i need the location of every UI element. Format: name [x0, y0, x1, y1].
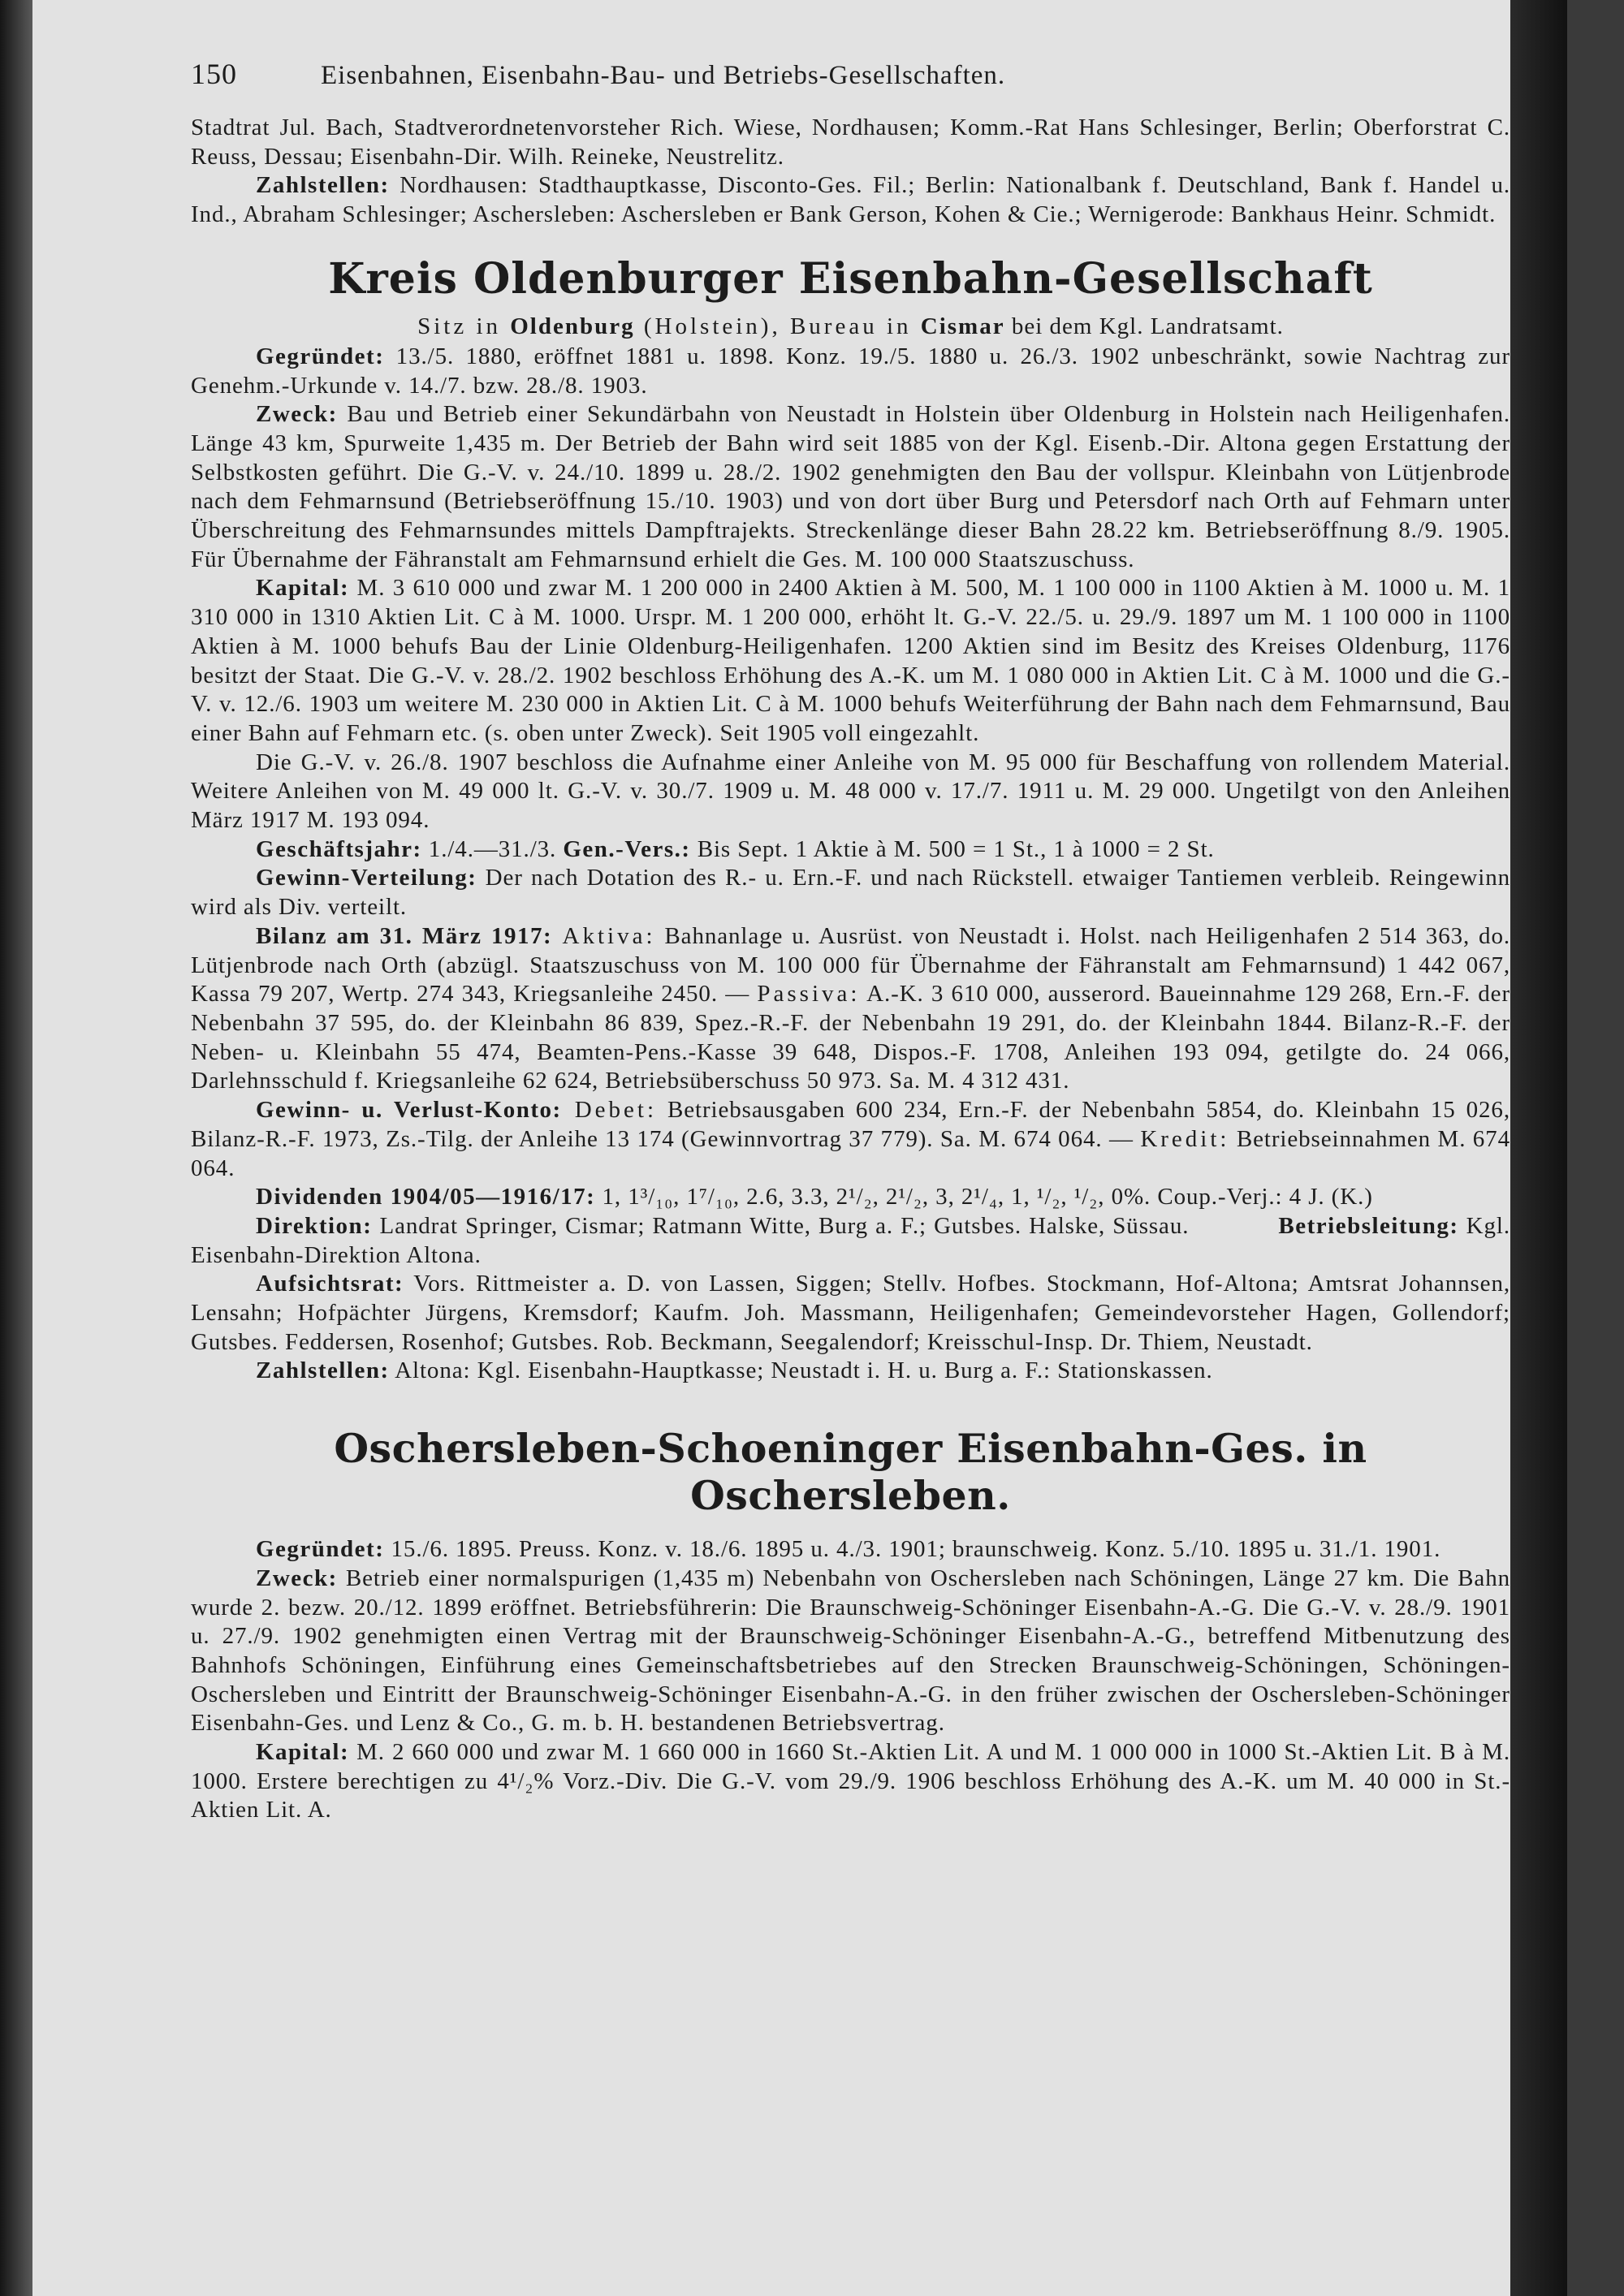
section2-kapital: Kapital: M. 2 660 000 und zwar M. 1 660 000 in 1660 St.-Aktien Lit. A und M. 1 000 000 in 1000 St.-Aktien Lit. B à M. 1000. Erstere berechtigen zu 4¹/₂% Vorz.-Div. Die G.-V. vom 29./9. 1906 beschloss Erhöhung des A.-K. um M. 40 000 in St.-Aktien Lit. A.: [191, 1739, 1510, 1823]
section-heading-kreis-oldenburger: Kreis Oldenburger Eisenbahn-Gesellschaft: [328, 253, 1373, 304]
section2-gegruendet: Gegründet: 15./6. 1895. Preuss. Konz. v. 18./6. 1895 u. 4./3. 1901; braunschweig. Konz. 5./10. 1895 u. 31./1. 1901.: [256, 1536, 1441, 1563]
section1-sitz: Sitz in Oldenburg (Holstein), Bureau in Cismar bei dem Kgl. Landratsamt.: [417, 313, 1284, 339]
section-heading-oschersleben-schoeninger: Oschersleben-Schoeninger Eisenbahn-Ges. in Oschersleben.: [334, 1425, 1367, 1520]
section1-anleihe: Die G.-V. v. 26./8. 1907 beschloss die Aufnahme einer Anleihe von M. 95 000 für Beschaffung von rollendem Material. Weitere Anleihen von M. 49 000 lt. G.-V. v. 30./7. 1909 u. M. 48 000 v. 17./7. 1911 u. M. 29 000. Ungetilgt von den Anleihen März 1917 M. 193 094.: [191, 749, 1510, 834]
running-head: [191, 57, 1510, 89]
section1-kapital: Kapital: M. 3 610 000 und zwar M. 1 200 000 in 2400 Aktien à M. 500, M. 1 100 000 in 1100 Aktien à M. 1000 u. M. 1 310 000 in 1310 Aktien Lit. C à M. 1000. Urspr. M. 1 200 000, erhöht lt. G.-V. 22./5. u. 29./9. 1897 um M. 1 100 000 in 1100 Aktien à M. 1000 behufs Bau der Linie Oldenburg-Heiligenhafen. 1200 Aktien sind im Besitz des Kreises Oldenburg, 1176 besitzt der Staat. Die G.-V. v. 28./2. 1902 beschloss Erhöhung des A.-K. um M. 1 080 000 in Aktien Lit. C à M. 1000 und die G.-V. v. 12./6. 1903 um weitere M. 230 000 in Aktien Lit. C à M. 1000 behufs Weiterführung der Bahn nach dem Fehmarnsund, Bau einer Bahn auf Fehmarn etc. (s. oben unter Zweck). Seit 1905 voll eingezahlt.: [191, 575, 1510, 746]
section1-zweck: Zweck: Bau und Betrieb einer Sekundärbahn von Neustadt in Holstein über Oldenburg in Holstein nach Heiligenhafen. Länge 43 km, Spurweite 1,435 m. Der Betrieb der Bahn wird seit 1885 von der Kgl. Eisenb.-Dir. Altona gegen Erstattung der Selbstkosten geführt. Die G.-V. v. 24./10. 1899 u. 28./2. 1902 genehmigten den Bau der vollspur. Kleinbahn von Lütjenbrode nach dem Fehmarnsund (Betriebseröffnung 15./10. 1903) und von dort über Burg und Petersdorf nach Orth auf Fehmarn unter Überschreitung des Fehmarnsundes mittels Dampftrajekts. Streckenlänge dieser Bahn 28.22 km. Betriebseröffnung 8./9. 1905. Für Übernahme der Fähranstalt am Fehmarnsund erhielt die Ges. M. 100 000 Staatszuschuss.: [191, 401, 1510, 572]
section1-bilanz: Bilanz am 31. März 1917: Aktiva: Bahnanlage u. Ausrüst. von Neustadt i. Holst. nach Heiligenhafen 2 514 363, do. Lütjenbrode nach Orth (abzügl. Staatszuschuss von M. 100 000 für Übernahme der Fähranstalt am Fehmarnsund) 1 442 067, Kassa 79 207, Wertp. 274 343, Kriegsanleihe 2450. — Passiva: A.-K. 3 610 000, ausserord. Baueinnahme 129 268, Ern.-F. der Nebenbahn 37 595, do. der Kleinbahn 86 839, Spez.-R.-F. der Nebenbahn 19 291, do. der Kleinbahn 1844. Bilanz-R.-F. der Neben- u. Kleinbahn 55 474, Beamten-Pens.-Kasse 39 648, Dispos.-F. 1708, Anleihen 193 094, getilgte do. 24 066, Darlehnsschuld f. Kriegsanleihe 62 624, Betriebsüberschuss 50 973. Sa. M. 4 312 431.: [191, 922, 1511, 1094]
section1-aufsichtsrat: Aufsichtsrat: Vors. Rittmeister a. D. von Lassen, Siggen; Stellv. Hofbes. Stockmann, Hof-Altona; Amtsrat Johannsen, Lensahn; Hofpächter Jürgens, Kremsdorf; Kaufm. Joh. Massmann, Heiligenhafen; Gemeindevorsteher Hagen, Gollendorf; Gutsbes. Feddersen, Rosenhof; Gutsbes. Rob. Beckmann, Seegalendorf; Kreisschul-Insp. Dr. Thiem, Neustadt.: [191, 1271, 1510, 1355]
page-number: 150: [191, 58, 237, 90]
section1-gewinn-verteilung: Gewinn-Verteilung: Der nach Dotation des R.- u. Ern.-F. und nach Rückstell. etwaiger Tantiemen verbleib. Reingewinn wird als Div. verteilt.: [191, 865, 1510, 921]
section1-geschaeftsjahr: Geschäftsjahr: 1./4.—31./3. Gen.-Vers.: Bis Sept. 1 Aktie à M. 500 = 1 St., 1 à 1000 = 2 St.: [256, 835, 1215, 862]
section1-gewinn-verlust-konto: Gewinn- u. Verlust-Konto: Debet: Betriebsausgaben 600 234, Ern.-F. der Nebenbahn 5854, do. Kleinbahn 15 026, Bilanz-R.-F. 1973, Zs.-Tilg. der Anleihe 13 174 (Gewinnvortrag 37 779). Sa. M. 674 064. — Kredit: Betriebseinnahmen M. 674 064.: [191, 1097, 1510, 1181]
running-title: Eisenbahnen, Eisenbahn-Bau- und Betriebs-Gesellschaften.: [321, 61, 1006, 90]
section1-dividenden: Dividenden 1904/05—1916/17: 1, 1³/₁₀, 1⁷/₁₀, 2.6, 3.3, 2¹/₂, 2¹/₂, 3, 2¹/₄, 1, ¹/₂, ¹/₂, 0%. Coup.-Verj.: 4 J. (K.): [256, 1184, 1373, 1211]
page-edge-shadow: [1510, 0, 1567, 2296]
previous-entry-zahlstellen: Zahlstellen: Nordhausen: Stadthauptkasse, Disconto-Ges. Fil.; Berlin: Nationalbank f. Deutschland, Bank f. Handel u. Ind., Abraham Schlesinger; Aschersleben: Aschersleben er Bank Gerson, Kohen & Cie.; Wernigerode: Bankhaus Heinr. Schmidt.: [191, 172, 1510, 228]
section1-direktion: Direktion: Landrat Springer, Cismar; Ratmann Witte, Burg a. F.; Gutsbes. Halske, Süssau. Betriebsleitung: Kgl. Eisenbahn-Direktion Altona.: [191, 1212, 1510, 1268]
section1-gegruendet: Gegründet: 13./5. 1880, eröffnet 1881 u. 1898. Konz. 19./5. 1880 u. 26./3. 1902 unbeschränkt, sowie Nachtrag zur Genehm.-Urkunde v. 14./7. bzw. 28./8. 1903.: [191, 343, 1510, 399]
document-page: [32, 0, 1567, 2296]
section1-zahlstellen: Zahlstellen: Altona: Kgl. Eisenbahn-Hauptkasse; Neustadt i. H. u. Burg a. F.: Stationskassen.: [256, 1357, 1213, 1384]
book-spine-shadow: [0, 0, 32, 2296]
section2-zweck: Zweck: Betrieb einer normalspurigen (1,435 m) Nebenbahn von Oschersleben nach Schöningen, Länge 27 km. Die Bahn wurde 2. bezw. 20./12. 1899 eröffnet. Betriebsführerin: Die Braunschweig-Schöninger Eisenbahn-A.-G. Die G.-V. v. 28./9. 1901 u. 27./9. 1902 genehmigten einen Vertrag mit der Braunschweig-Schöninger Eisenbahn-A.-G., betreffend Mitbenutzung des Bahnhofs Schöningen, Einführung eines Gemeinschaftsbetriebes auf den Strecken Braunschweig-Schöningen, Schöningen-Oschersleben und Eintritt der Braunschweig-Schöninger Eisenbahn-A.-G. in den früher zwischen der Oschersleben-Schöninger Eisenbahn-Ges. und Lenz & Co., G. m. b. H. bestandenen Betriebsvertrag.: [191, 1564, 1510, 1737]
label-zahlstellen: Zahlstellen:: [256, 172, 390, 199]
previous-entry-board-list: Stadtrat Jul. Bach, Stadtverordnetenvorsteher Rich. Wiese, Nordhausen; Komm.-Rat Hans Schlesinger, Berlin; Oberforstrat C. Reuss, Dessau; Eisenbahn-Dir. Wilh. Reineke, Neustrelitz.: [191, 114, 1510, 170]
